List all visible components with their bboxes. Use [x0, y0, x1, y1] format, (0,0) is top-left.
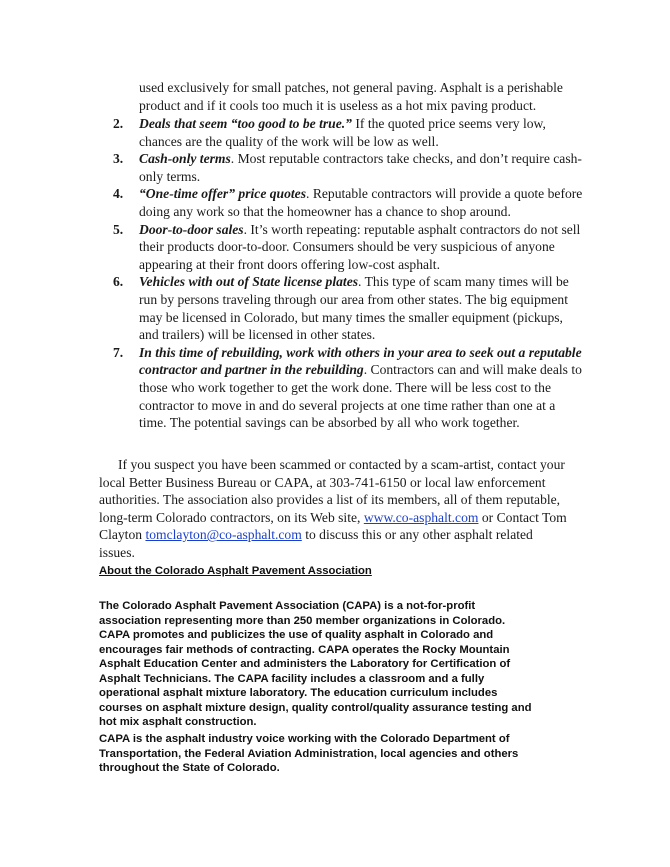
- list-item: [113, 273, 583, 343]
- list-item-lead: In this time of rebuilding, work with others in your area to seek out a reputable contractor and partner in the rebuilding: [139, 344, 582, 378]
- list-item-lead: “One-time offer” price quotes: [139, 186, 307, 202]
- list-number: 6.: [113, 274, 124, 290]
- about-paragraph-2: CAPA is the asphalt industry voice working with the Colorado Department of Transportation, the Federal Aviation Administration, local agencies and others throughout the State of Colorado.: [99, 733, 519, 774]
- list-item-text: . This type of scam many times will be run by persons traveling through our area from other states. The big equipment may be licensed in Colorado, but many times the smaller equipment (pickups, and trailers) will be licensed in other states.: [139, 274, 569, 343]
- list-item: [113, 185, 583, 220]
- list-item: [113, 344, 583, 432]
- list-number: 4.: [113, 186, 124, 202]
- email-link[interactable]: tomclayton@co-asphalt.com: [145, 527, 302, 543]
- list-item-lead: Cash-only terms: [139, 151, 231, 167]
- list-number: 5.: [113, 221, 124, 237]
- list-number: 2.: [113, 116, 124, 131]
- list-item: [113, 115, 583, 150]
- list-item-lead: Vehicles with out of State license plates: [139, 274, 359, 290]
- list-item-text: . Most reputable contractors take checks, and don’t require cash-only terms.: [139, 151, 582, 184]
- list-item-text: . Reputable contractors will provide a quote before doing any work so that the homeowner has a chance to shop around.: [139, 186, 583, 219]
- about-heading: About the Colorado Asphalt Pavement Association: [99, 565, 372, 577]
- list-item: [113, 150, 583, 185]
- list-item-text: . Contractors can and will make deals to those who work together to get the work done. There will be less cost to the contractor to move in and do several projects at one time rather than one at a time. The potential savings can be absorbed by all who work together.: [139, 362, 582, 431]
- list-item-lead: Door-to-door sales: [139, 221, 244, 237]
- about-paragraph-1: The Colorado Asphalt Pavement Association (CAPA) is a not-for-profit association representing more than 250 member organizations in Colorado. CAPA promotes and publicizes the use of quality asphalt in Colorado and encourages fair methods of contracting. CAPA operates the Rocky Mountain Asphalt Education Center and administers the Laboratory for Certification of Asphalt Technicians. The CAPA facility includes a classroom and a fully operational asphalt mixture laboratory. The education curriculum includes courses on asphalt mixture design, quality control/quality assurance testing and hot mix asphalt construction.: [99, 600, 532, 728]
- list-item-lead: Deals that seem “too good to be true.”: [139, 116, 352, 131]
- list-item-text: If the quoted price seems very low, chances are the quality of the work will be low as well.: [139, 116, 546, 149]
- contact-paragraph: If you suspect you have been scammed or contacted by a scam-artist, contact your local Better Business Bureau or CAPA, at 303-741-6150 or local law enforcement authorities. The association also provides a list of its members, all of them reputable, long-term Colorado contractors, on its Web site, www.co-asphalt.com or Contact Tom Clayton tomclayton@co-asphalt.com to discuss this or any other asphalt related issues.: [99, 457, 567, 560]
- list-number: 3.: [113, 151, 124, 167]
- list-number: 7.: [113, 344, 124, 360]
- list-item-text: . It’s worth repeating: reputable asphalt contractors do not sell their products door-to-door. Consumers should be very suspicious of anyone appearing at their front doors offering low-cost asphalt.: [139, 221, 581, 272]
- warning-signs-list: [113, 115, 583, 432]
- continued-list-item-text: used exclusively for small patches, not general paving. Asphalt is a perishable product and if it cools too much it is useless as a hot mix paving product.: [139, 80, 563, 113]
- list-item: [113, 221, 583, 274]
- website-link[interactable]: www.co-asphalt.com: [363, 509, 479, 525]
